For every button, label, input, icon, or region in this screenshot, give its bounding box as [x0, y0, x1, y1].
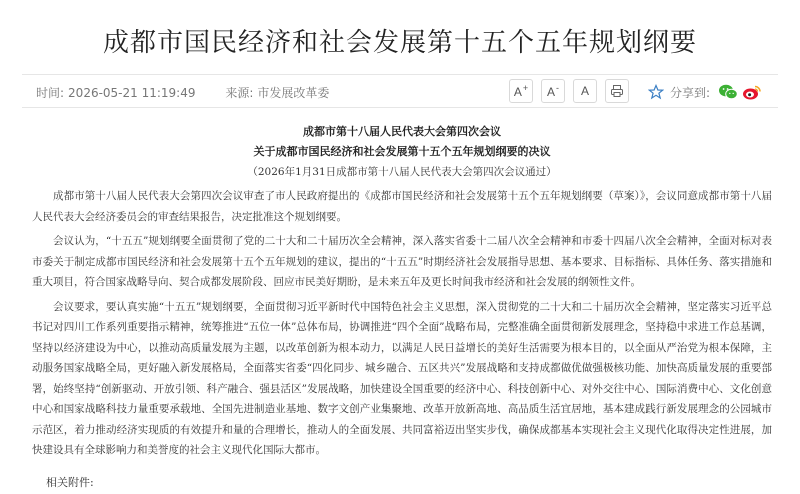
meta-bar [22, 74, 778, 108]
page-title: 成都市国民经济和社会发展第十五个五年规划纲要 [102, 28, 697, 58]
publish-time [36, 86, 196, 100]
wechat-icon[interactable] [718, 83, 738, 101]
star-icon[interactable] [648, 84, 664, 100]
paragraph: 会议要求，要认真实施“十五五”规划纲要，全面贯彻习近平新时代中国特色社会主义思想，深入贯彻党的二十大和二十届历次全会精神，坚定落实习近平总书记对四川工作系列重要指示精神，统筹推进“五位一体”总体布局，协调推进“四个全面”战略布局，完整准确全面贯彻新发展理念，坚持稳中求进工作总基调，坚持以经济建设为中心，以推动高质量发展为主题，以改革创新为根本动力，以满足人民日益增长的美好生活需要为根本目的，以全面从严治党为根本保障，主动服务国家战略全局，更好融入新发展格局，全面落实省委“四化同步、城乡融合、五区共兴”发展战略和支持成都做优做强极核功能、加快高质量发展的重要部署，始终坚持“创新驱动、开放引领、科产融合、强县活区”发展战略，加快建设全国重要的经济中心、科技创新中心、对外交往中心、国际消费中心、文化创意中心和国家战略科技力量重要承载地、全国先进制造业基地、数字文创产业集聚地、改革开放新高地、高品质生活宜居地，基本建成践行新发展理念的公园城市示范区，着力推动经济实现质的有效提升和量的合理增长，推动人的全面发展、共同富裕迈出坚实步伐，确保成都基本实现社会主义现代化取得决定性进展，加快建设具有全球影响力和美誉度的社会主义现代化国际大都市。 [32, 300, 772, 456]
source-value: 市发展改革委 [257, 86, 330, 100]
article-heading-1: 成都市第十八届人民代表大会第四次会议 [303, 125, 501, 138]
share-bar [648, 83, 766, 101]
article-subheading: （2026年1月31日成都市第十八届人民代表大会第四次会议通过） [247, 166, 557, 178]
font-reset-button[interactable] [573, 79, 597, 103]
font-larger-icon: A+ [513, 83, 529, 99]
font-reset-icon: A [580, 84, 589, 98]
share-label: 分享到: [670, 85, 711, 100]
article-body [32, 122, 772, 461]
time-label: 时间: [36, 86, 65, 100]
attachments-label: 相关附件: [46, 476, 94, 489]
weibo-icon[interactable] [742, 83, 762, 101]
time-value: 2026-05-21 11:19:49 [68, 86, 196, 100]
font-smaller-button[interactable] [541, 79, 565, 103]
font-larger-button[interactable] [509, 79, 533, 103]
font-smaller-icon: A- [546, 83, 559, 99]
meta-info [36, 84, 355, 101]
print-button[interactable] [605, 79, 629, 103]
source-label: 来源: [225, 86, 254, 100]
article-heading-2: 关于成都市国民经济和社会发展第十五个五年规划纲要的决议 [253, 145, 551, 158]
paragraph: 成都市第十八届人民代表大会第四次会议审查了市人民政府提出的《成都市国民经济和社会发展第十五个五年规划纲要（草案）》，会议同意成都市第十八届人民代表大会经济委员会的审查结果报告，决定批准这个规划纲要。 [32, 190, 772, 223]
source-info [225, 86, 329, 100]
print-icon [610, 84, 624, 98]
paragraph: 会议认为，“十五五”规划纲要全面贯彻了党的二十大和二十届历次全会精神，深入落实省委十二届八次全会精神和市委十四届八次全会精神，全面对标对表市委关于制定成都市国民经济和社会发展第十五个五年规划的建议，提出的“十五五”时期经济社会发展指导思想、基本要求、目标指标、具体任务、落实措施和重大项目，符合国家战略导向、契合成都发展阶段、回应市民美好期盼，是未来五年及更长时间我市经济和社会发展的纲领性文件。 [32, 235, 772, 288]
